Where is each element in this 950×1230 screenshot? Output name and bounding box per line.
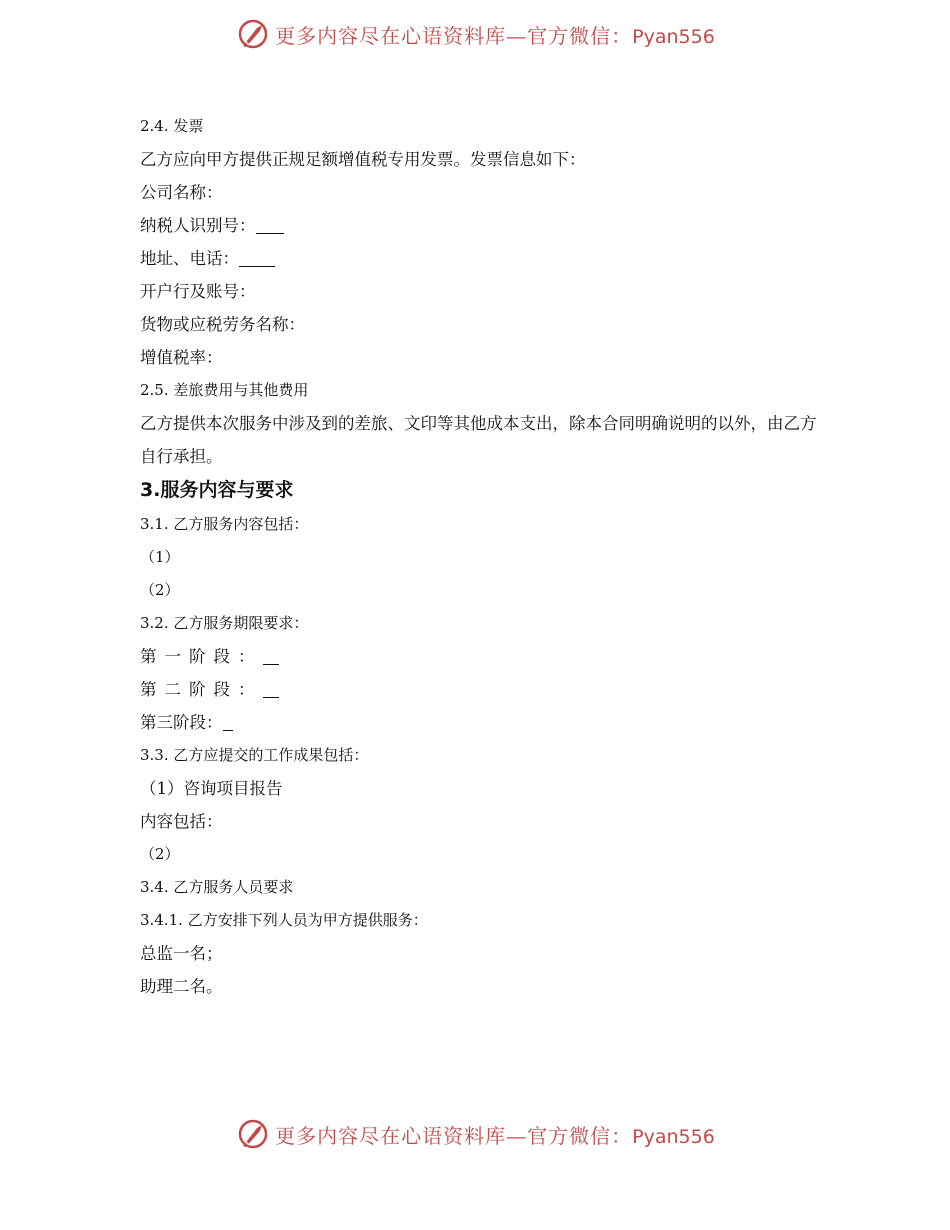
header-watermark-banner bbox=[0, 14, 950, 54]
phase-3-row bbox=[140, 706, 820, 739]
invoice-goods-name: 货物或应税劳务名称： bbox=[140, 315, 305, 334]
section-3-3-item-2: （2） bbox=[140, 845, 180, 863]
banner-text-cn: 更多内容尽在心语资料库—官方微信： bbox=[275, 1123, 633, 1148]
phase-1-label: 第一阶段： bbox=[140, 647, 263, 666]
pen-logo-icon bbox=[235, 1116, 271, 1152]
phase-2-blank bbox=[263, 677, 279, 698]
section-3-heading: 3.服务内容与要求 bbox=[140, 479, 294, 501]
section-3-4-1-title: 3.4.1. 乙方安排下列人员为甲方提供服务： bbox=[140, 911, 428, 929]
phase-1-blank bbox=[263, 644, 279, 665]
banner-wechat-id: Pyan556 bbox=[632, 25, 715, 48]
section-3-3-content: 内容包括： bbox=[140, 812, 223, 831]
document-body bbox=[140, 110, 820, 1003]
pen-logo-icon bbox=[235, 16, 271, 52]
invoice-taxpayer-id-row bbox=[140, 209, 820, 242]
invoice-bank-account: 开户行及账号： bbox=[140, 282, 256, 301]
banner-text bbox=[275, 1120, 715, 1149]
invoice-address-phone-label: 地址、电话： bbox=[140, 249, 239, 268]
invoice-taxpayer-id-label: 纳税人识别号： bbox=[140, 216, 256, 235]
section-2-5-title: 2.5. 差旅费用与其他费用 bbox=[140, 381, 309, 399]
phase-2-label: 第二阶段： bbox=[140, 680, 263, 699]
banner-text bbox=[275, 20, 715, 49]
section-2-5-body: 乙方提供本次服务中涉及到的差旅、文印等其他成本支出，除本合同明确说明的以外，由乙方自行承担。 bbox=[140, 414, 817, 466]
staff-assistant: 助理二名。 bbox=[140, 977, 223, 996]
phase-3-blank bbox=[223, 710, 233, 731]
section-3-1-item-1: （1） bbox=[140, 548, 180, 566]
invoice-address-phone-row bbox=[140, 242, 820, 275]
banner-text-cn: 更多内容尽在心语资料库—官方微信： bbox=[275, 23, 633, 48]
section-3-3-title: 3.3. 乙方应提交的工作成果包括： bbox=[140, 746, 369, 764]
section-3-4-title: 3.4. 乙方服务人员要求 bbox=[140, 878, 294, 896]
section-3-1-title: 3.1. 乙方服务内容包括： bbox=[140, 515, 309, 533]
footer-watermark-banner bbox=[0, 1114, 950, 1154]
section-3-1-item-2: （2） bbox=[140, 581, 180, 599]
banner-wechat-id: Pyan556 bbox=[632, 1125, 715, 1148]
staff-director: 总监一名； bbox=[140, 944, 223, 963]
invoice-vat-rate: 增值税率： bbox=[140, 348, 223, 367]
section-3-2-title: 3.2. 乙方服务期限要求： bbox=[140, 614, 309, 632]
phase-2-row bbox=[140, 673, 820, 706]
address-phone-blank bbox=[239, 246, 275, 267]
section-2-4-title: 2.4. 发票 bbox=[140, 117, 204, 135]
invoice-company-name: 公司名称： bbox=[140, 183, 223, 202]
section-2-4-body: 乙方应向甲方提供正规足额增值税专用发票。发票信息如下： bbox=[140, 150, 586, 169]
phase-1-row bbox=[140, 640, 820, 673]
taxpayer-id-blank bbox=[256, 213, 284, 234]
section-3-3-item-1: （1）咨询项目报告 bbox=[140, 779, 283, 798]
phase-3-label: 第三阶段： bbox=[140, 713, 223, 732]
